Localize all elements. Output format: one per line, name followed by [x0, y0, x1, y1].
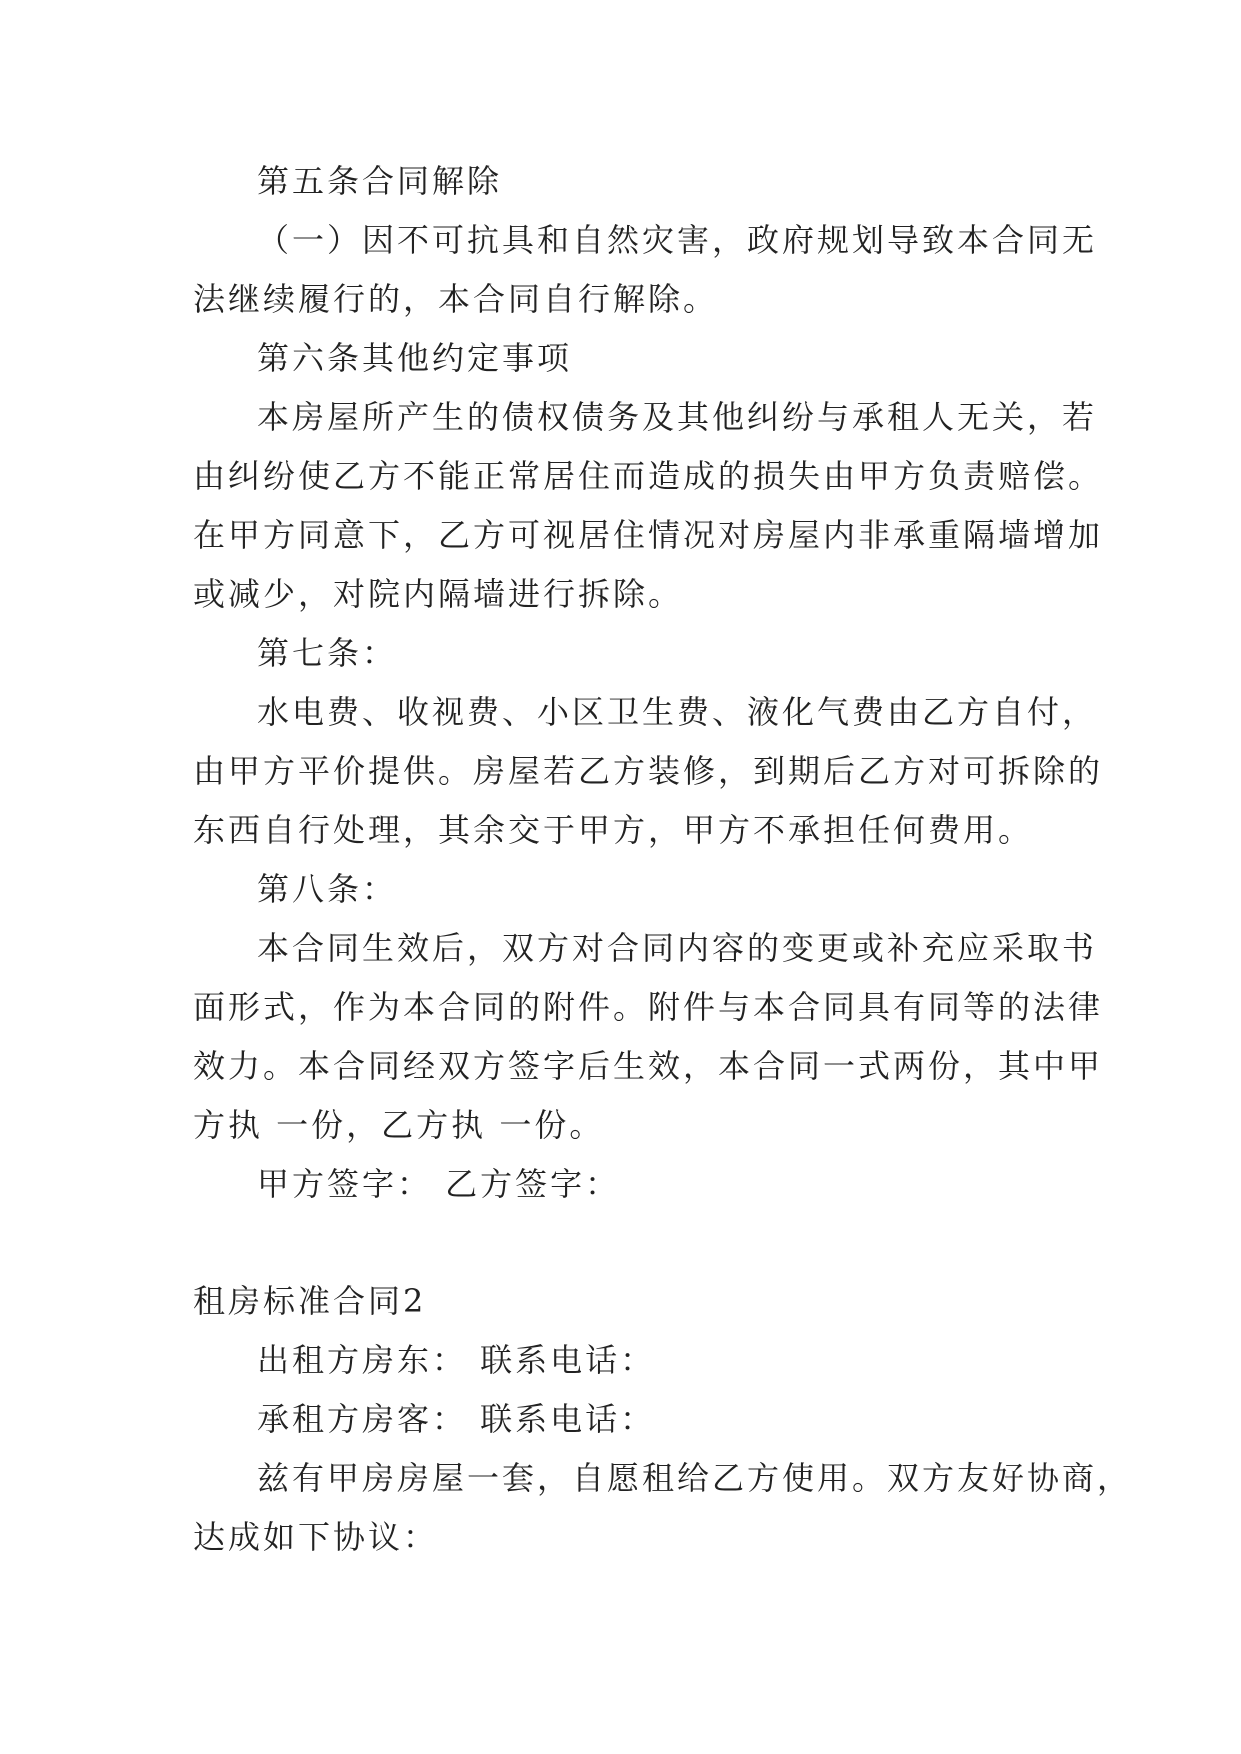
- article-6-heading: 第六条其他约定事项: [257, 339, 573, 377]
- landlord-line: 出租方房东： 联系电话：: [257, 1341, 656, 1379]
- intro-paragraph-line-2: 达成如下协议：: [193, 1518, 439, 1556]
- document-page: [193, 162, 1133, 1557]
- section-title: 租房标准合同2: [193, 1282, 427, 1320]
- article-8-paragraph-line-1: 本合同生效后，双方对合同内容的变更或补充应采取书: [257, 929, 1098, 967]
- article-6-paragraph-line-1: 本房屋所产生的债权债务及其他纠纷与承租人无关，若: [257, 398, 1098, 436]
- article-7-heading: 第七条：: [257, 634, 398, 672]
- article-6-paragraph-line-2: 由纠纷使乙方不能正常居住而造成的损失由甲方负责赔偿。: [193, 457, 1104, 495]
- article-5-clause-1-line-1: （一）因不可抗具和自然灾害，政府规划导致本合同无: [257, 221, 1098, 259]
- article-7-paragraph-line-2: 由甲方平价提供。房屋若乙方装修，到期后乙方对可拆除的: [193, 752, 1104, 790]
- article-8-paragraph-line-4: 方执 一份，乙方执 一份。: [193, 1106, 605, 1144]
- signature-line: 甲方签字： 乙方签字：: [257, 1165, 621, 1203]
- article-8-paragraph-line-2: 面形式，作为本合同的附件。附件与本合同具有同等的法律: [193, 988, 1104, 1026]
- article-7-paragraph-line-3: 东西自行处理，其余交于甲方，甲方不承担任何费用。: [193, 811, 1034, 849]
- article-6-paragraph-line-3: 在甲方同意下，乙方可视居住情况对房屋内非承重隔墙增加: [193, 516, 1104, 554]
- intro-paragraph-line-1: 兹有甲房房屋一套，自愿租给乙方使用。双方友好协商，: [257, 1459, 1133, 1497]
- article-8-heading: 第八条：: [257, 870, 398, 908]
- article-5-clause-1-line-2: 法继续履行的，本合同自行解除。: [193, 280, 719, 318]
- article-6-paragraph-line-4: 或减少，对院内隔墙进行拆除。: [193, 575, 684, 613]
- article-7-paragraph-line-1: 水电费、收视费、小区卫生费、液化气费由乙方自付，: [257, 693, 1098, 731]
- tenant-line: 承租方房客： 联系电话：: [257, 1400, 656, 1438]
- article-5-heading: 第五条合同解除: [257, 162, 503, 200]
- article-8-paragraph-line-3: 效力。本合同经双方签字后生效，本合同一式两份，其中甲: [193, 1047, 1104, 1085]
